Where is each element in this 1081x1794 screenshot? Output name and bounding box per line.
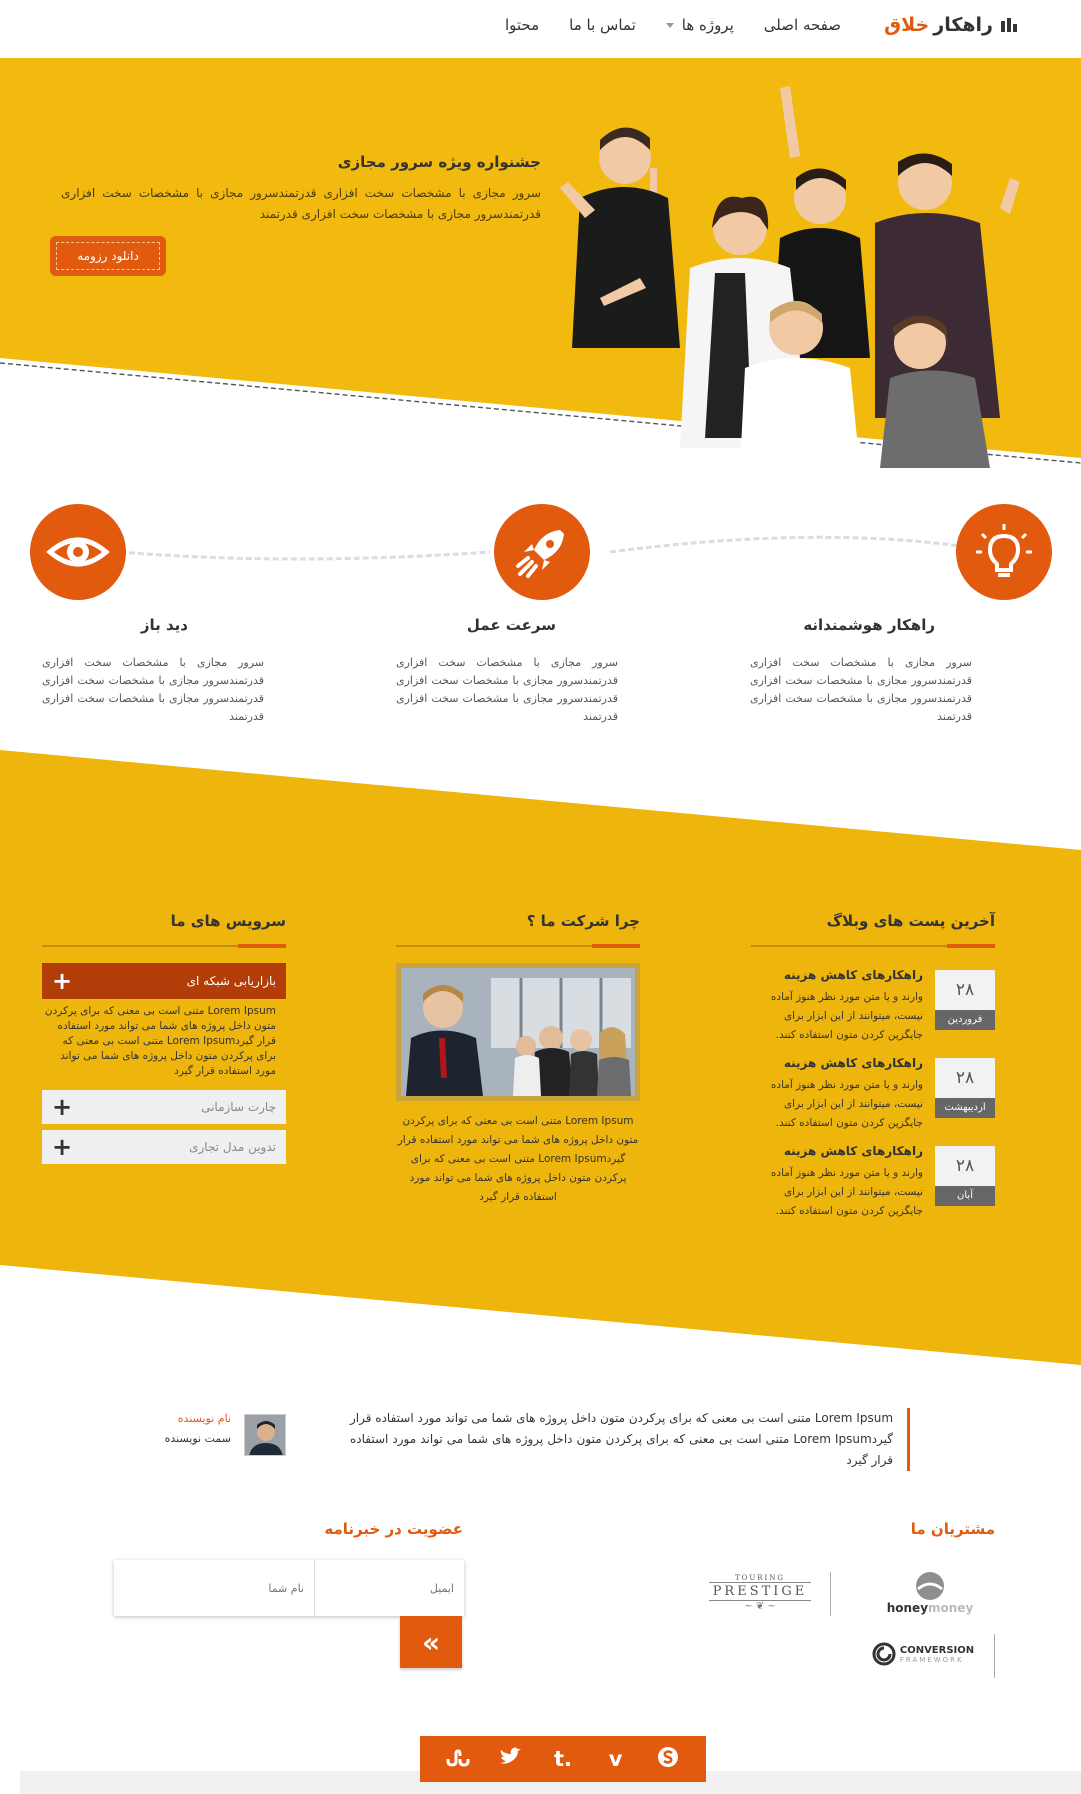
- logo-bars-icon: [1001, 18, 1017, 32]
- client-logo-sub: FRAMEWORK: [899, 1655, 964, 1664]
- post-day: ۲۸: [955, 1068, 975, 1088]
- testimonial-author-position: سمت نویسنده: [164, 1432, 231, 1445]
- blog-title-rule: [751, 945, 995, 947]
- client-divider: [994, 1634, 995, 1678]
- post-date-badge: [935, 970, 995, 1030]
- blog-post[interactable]: [751, 1054, 995, 1132]
- client-logo-conversion[interactable]: [868, 1634, 978, 1674]
- client-logo-sub: TOURING: [734, 1574, 786, 1582]
- post-month: فروردین: [935, 1010, 995, 1030]
- testimonial-author-name: نام نویسنده: [177, 1412, 231, 1425]
- feature-text-smart: سرور مجازی با مشخصات سخت افزاری قدرتمندسرور مجازی با مشخصات سخت افزاری قدرتمندسرور مجازی با مشخصات سخت افزاری قدرتمند: [750, 656, 972, 723]
- plus-icon: +: [52, 1093, 73, 1121]
- client-logo-prestige[interactable]: [710, 1568, 810, 1618]
- logo-text: راهکار: [933, 14, 993, 36]
- feature-icon-smart: [956, 504, 1052, 600]
- post-month: آبان: [935, 1186, 995, 1206]
- feature-title-smart: راهکار هوشمندانه: [803, 616, 935, 634]
- accordion-content: Lorem Ipsum متنی است بی معنی که برای پرکردن متون داخل پروژه های شما می تواند مورد استفاده قرار گیردLorem Ipsum متنی است بی معنی که برای پرکردن متون داخل پروژه های شما می تواند مورد استفاده قرار گیرد: [44, 1005, 276, 1077]
- newsletter-submit-button[interactable]: [400, 1616, 462, 1668]
- why-text: Lorem Ipsum متنی است بی معنی که برای پرکردن متون داخل پروژه های شما می تواند مورد استفاده قرار گیردLorem Ipsum متنی است بی معنی که برای پرکردن متون داخل پروژه های شما می تواند مورد استفاده قرار گیرد: [397, 1115, 639, 1203]
- feature-title-vision: دید باز: [140, 616, 188, 634]
- post-month: اردیبهشت: [935, 1098, 995, 1118]
- blog-post[interactable]: [751, 966, 995, 1044]
- logo[interactable]: [884, 14, 1017, 36]
- post-title[interactable]: راهکارهای کاهش هزینه: [783, 968, 923, 982]
- post-date-badge: [935, 1146, 995, 1206]
- accordion-label: تدوین مدل تجاری: [189, 1140, 276, 1154]
- accordion-label: چارت سازمانی: [201, 1100, 276, 1114]
- feature-title-speed: سرعت عمل: [466, 616, 556, 634]
- rocket-icon: [512, 522, 572, 582]
- conversion-logo-icon: [872, 1642, 896, 1666]
- post-excerpt: وارند و یا متن مورد نظر هنوز آماده نیست، میتوانند از این ابزار برای جایگزین کردن متون استفاده کنند.: [770, 1167, 923, 1217]
- why-section-title: چرا شرکت ما ؟: [526, 912, 640, 930]
- team-photo-image: [401, 968, 635, 1096]
- feature-text-vision: سرور مجازی با مشخصات سخت افزاری قدرتمندسرور مجازی با مشخصات سخت افزاری قدرتمندسرور مجازی با مشخصات سخت افزاری قدرتمند: [42, 656, 264, 723]
- chevron-down-icon: [666, 23, 674, 28]
- menu-item-content[interactable]: محتوا: [504, 16, 540, 34]
- avatar: [244, 1414, 286, 1456]
- twitter-icon[interactable]: [495, 1747, 525, 1772]
- client-divider: [830, 1572, 831, 1616]
- skype-icon[interactable]: [653, 1745, 683, 1774]
- post-day: ۲۸: [955, 980, 975, 1000]
- accordion-label: بازاریابی شبکه ای: [186, 974, 276, 988]
- accordion-item-org-chart[interactable]: [42, 1090, 286, 1124]
- menu-item-projects[interactable]: [666, 16, 734, 34]
- feature-text-speed: سرور مجازی با مشخصات سخت افزاری قدرتمندسرور مجازی با مشخصات سخت افزاری قدرتمندسرور مجازی با مشخصات سخت افزاری قدرتمند: [396, 656, 618, 723]
- accordion-item-network-marketing[interactable]: [42, 963, 286, 999]
- newsletter-section-title: عضویت در خبرنامه: [324, 1520, 463, 1538]
- plus-icon: +: [52, 1133, 73, 1161]
- email-field[interactable]: [314, 1560, 464, 1616]
- post-day: ۲۸: [955, 1156, 975, 1176]
- newsletter-form: [114, 1560, 464, 1616]
- name-field[interactable]: [116, 1560, 314, 1616]
- clients-section-title: مشتریان ما: [910, 1520, 995, 1538]
- blog-post[interactable]: [751, 1142, 995, 1220]
- post-title[interactable]: راهکارهای کاهش هزینه: [783, 1144, 923, 1158]
- testimonial-quote: Lorem Ipsum متنی است بی معنی که برای پرکردن متون داخل پروژه های شما می تواند مورد استفاده قرار گیردLorem Ipsum متنی است بی معنی که برای پرکردن متون داخل پروژه های شما می تواند مورد استفاده قرار گیرد: [350, 1408, 910, 1471]
- plus-icon: +: [52, 967, 73, 995]
- flourish-icon: ~ ❦ ~: [744, 1601, 776, 1612]
- feature-icon-vision: [30, 504, 126, 600]
- vimeo-icon[interactable]: v: [608, 1747, 623, 1771]
- why-title-rule: [396, 945, 640, 947]
- post-excerpt: وارند و یا متن مورد نظر هنوز آماده نیست، میتوانند از این ابزار برای جایگزین کردن متون استفاده کنند.: [770, 1079, 923, 1129]
- menu-item-contact[interactable]: تماس با ما: [569, 16, 636, 34]
- lightbulb-icon: [974, 522, 1034, 582]
- honeymoney-logo-icon: [910, 1571, 950, 1601]
- tumblr-icon[interactable]: t.: [553, 1747, 572, 1771]
- eye-icon: [46, 520, 110, 584]
- blog-section-title: آخرین پست های وبلاگ: [826, 912, 995, 930]
- stumbleupon-icon[interactable]: [443, 1747, 473, 1772]
- menu-item-home[interactable]: صفحه اصلی: [763, 16, 841, 34]
- client-logo-honeymoney[interactable]: [880, 1565, 980, 1621]
- hero-text: سرور مجازی با مشخصات سخت افزاری قدرتمندسرور مجازی با مشخصات سخت افزاری قدرتمندسرور مجازی با مشخصات سخت افزاری قدرتمند: [61, 186, 541, 221]
- team-photo: [396, 963, 640, 1101]
- client-logo-text: honey: [886, 1601, 929, 1615]
- logo-accent-text: خلاق: [884, 14, 930, 36]
- main-menu: [505, 16, 841, 34]
- post-excerpt: وارند و یا متن مورد نظر هنوز آماده نیست، میتوانند از این ابزار برای جایگزین کردن متون استفاده کنند.: [770, 991, 923, 1041]
- client-logo-text: PRESTIGE: [709, 1582, 812, 1601]
- post-title[interactable]: راهکارهای کاهش هزینه: [783, 1056, 923, 1070]
- accordion-item-business-model[interactable]: [42, 1130, 286, 1164]
- top-nav: [0, 0, 1081, 58]
- double-chevron-left-icon: «: [421, 1625, 441, 1659]
- download-resume-button[interactable]: دانلود رزومه: [52, 238, 164, 274]
- client-logo-text: CONVERSION: [899, 1644, 975, 1656]
- feature-icon-speed: [494, 504, 590, 600]
- services-section-title: سرویس های ما: [170, 912, 286, 930]
- client-logo-accent: money: [928, 1601, 974, 1615]
- menu-item-projects-label: پروژه ها: [681, 16, 734, 34]
- post-date-badge: [935, 1058, 995, 1118]
- services-title-rule: [42, 945, 286, 947]
- hero-title: جشنواره ویژه سرور مجازی: [337, 153, 541, 171]
- social-links: [420, 1736, 706, 1782]
